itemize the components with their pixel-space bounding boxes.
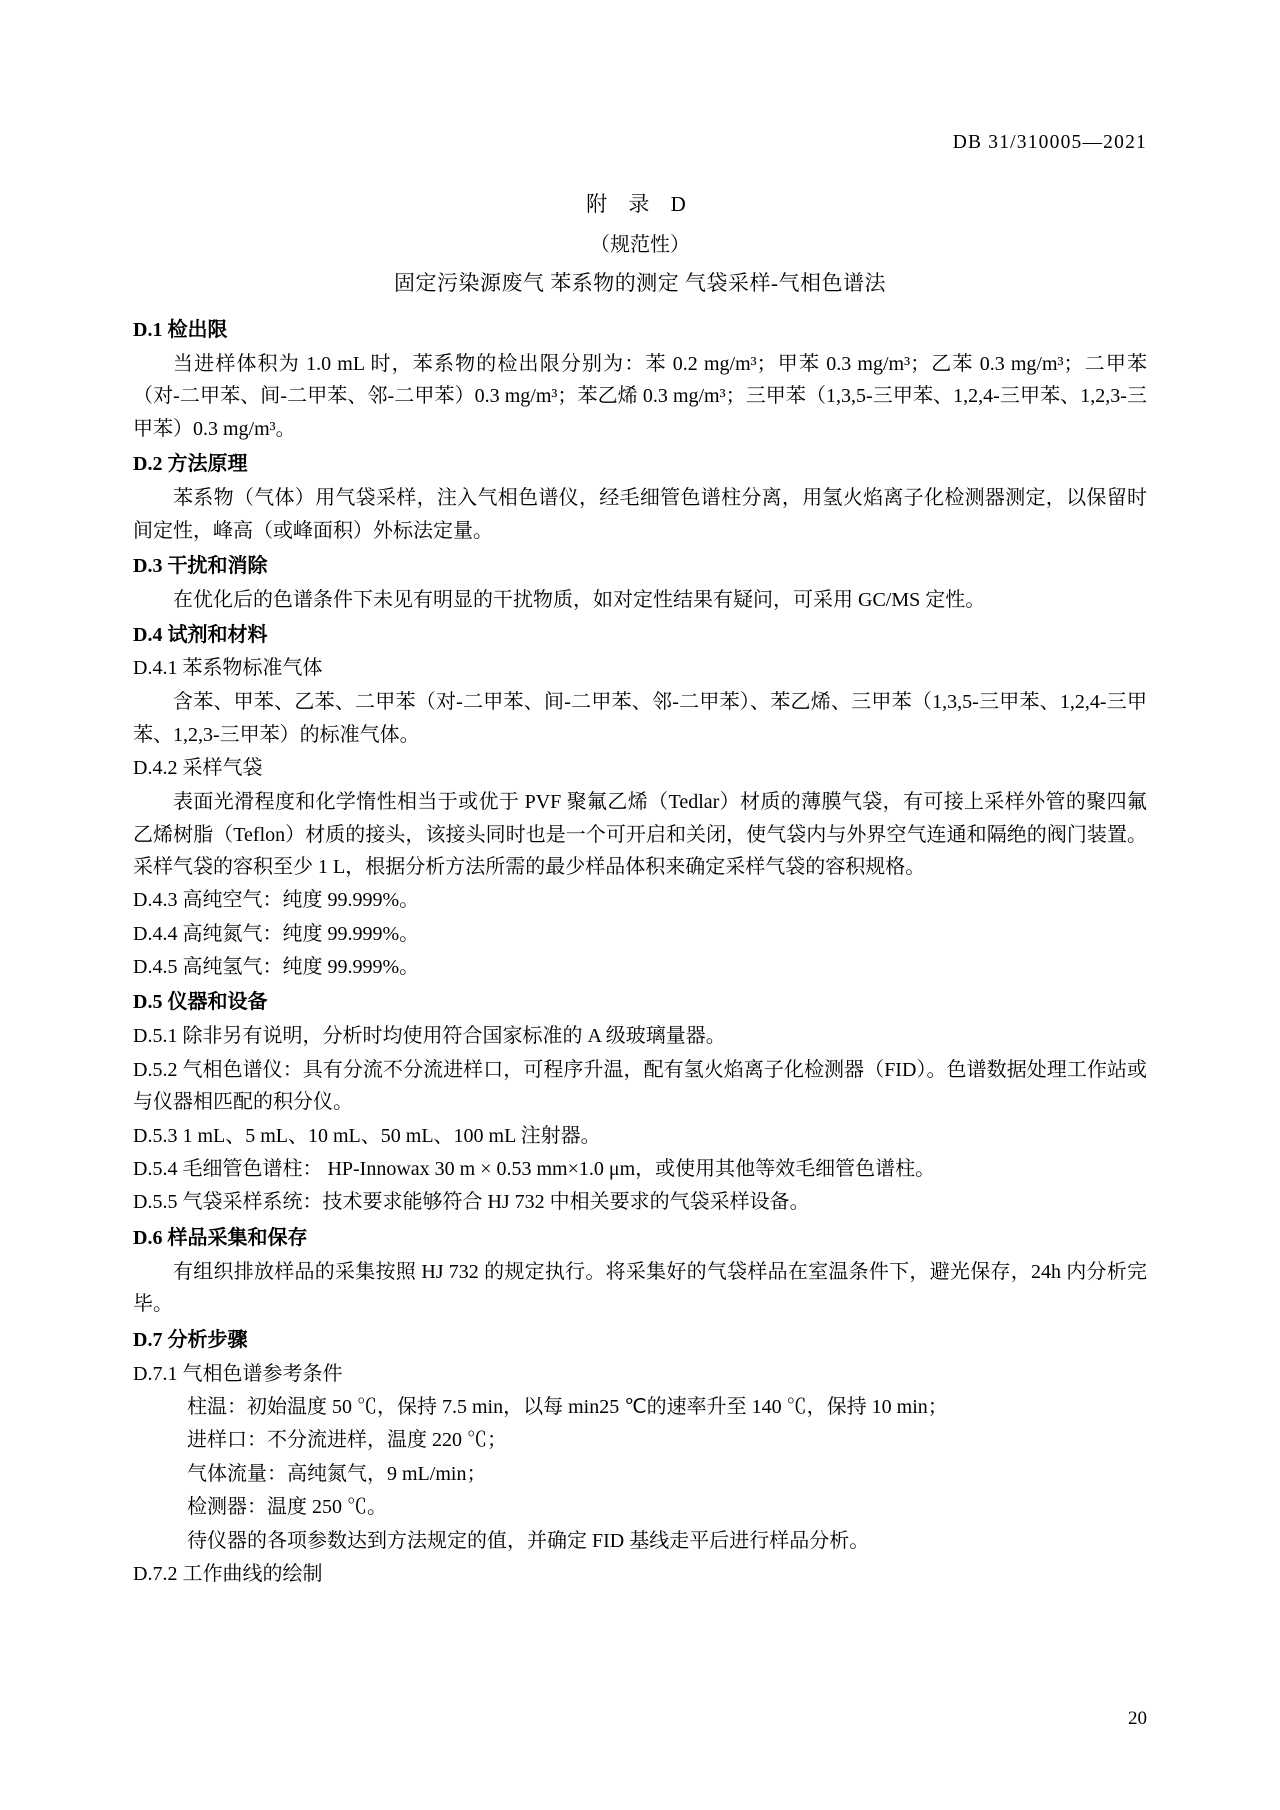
subsection-d45: D.4.5 高纯氢气：纯度 99.999%。 — [133, 956, 420, 979]
section-heading-d2 — [133, 449, 1147, 480]
section-body-d3: 在优化后的色谱条件下未见有明显的干扰物质，如对定性结果有疑问，可采用 GC/MS 定性。 — [173, 588, 986, 611]
section-heading-d1 — [133, 315, 1147, 346]
condition-line-inlet: 进样口：不分流进样，温度 220 ℃； — [187, 1429, 507, 1452]
subsection-body-d42: 表面光滑程度和化学惰性相当于或优于 PVF 聚氟乙烯（Tedlar）材质的薄膜气袋，有可接上采样外管的聚四氟乙烯树脂（Teflon）材质的接头，该接头同时也是一个可开启和关闭，使气袋内与外界空气连通和隔绝的阀门装置。采样气袋的容积至少 1 L，根据分析方法所需的最少样品体积来确定采样气袋的容积规格。 — [133, 791, 1147, 878]
section-number-d4: D.4 — [133, 624, 163, 647]
appendix-label: 附 录 D — [586, 192, 694, 216]
appendix-title-block — [133, 188, 1147, 297]
section-heading-d5 — [133, 987, 1147, 1018]
subsection-d53: D.5.3 1 mL、5 mL、10 mL、50 mL、100 mL 注射器。 — [133, 1124, 601, 1147]
section-title-d5: 仪器和设备 — [167, 991, 268, 1014]
subsection-number-d41: D.4.1 — [133, 657, 178, 680]
appendix-type: （规范性） — [590, 234, 690, 256]
subsection-heading-d42 — [133, 753, 1147, 784]
subsection-d54: D.5.4 毛细管色谱柱： HP-Innowax 30 m × 0.53 mm×1.0 μm，或使用其他等效毛细管色谱柱。 — [133, 1158, 936, 1181]
section-heading-d6 — [133, 1223, 1147, 1254]
condition-line-gas-flow: 气体流量：高纯氮气，9 mL/min； — [187, 1462, 487, 1485]
section-number-d6: D.6 — [133, 1226, 163, 1249]
page-content — [133, 188, 1147, 1591]
section-heading-d7 — [133, 1325, 1147, 1356]
appendix-name: 固定污染源废气 苯系物的测定 气袋采样-气相色谱法 — [394, 271, 886, 295]
subsection-title-d41: 苯系物标准气体 — [182, 657, 323, 680]
section-number-d5: D.5 — [133, 991, 163, 1014]
section-title-d7: 分析步骤 — [167, 1328, 248, 1351]
subsection-d71: D.7.1 气相色谱参考条件 — [133, 1362, 343, 1385]
page-header-standard-id: DB 31/310005—2021 — [952, 132, 1147, 153]
subsection-title-d42: 采样气袋 — [182, 757, 263, 780]
subsection-heading-d41 — [133, 653, 1147, 684]
section-body-d2: 苯系物（气体）用气袋采样，注入气相色谱仪，经毛细管色谱柱分离，用氢火焰离子化检测器测定，以保留时间定性，峰高（或峰面积）外标法定量。 — [133, 487, 1147, 542]
section-title-d6: 样品采集和保存 — [167, 1226, 308, 1249]
section-heading-d3 — [133, 551, 1147, 582]
condition-line-detector: 检测器：温度 250 ℃。 — [187, 1496, 387, 1519]
section-body-d6: 有组织排放样品的采集按照 HJ 732 的规定执行。将采集好的气袋样品在室温条件下，避光保存，24h 内分析完毕。 — [133, 1260, 1147, 1316]
section-number-d2: D.2 — [133, 453, 163, 476]
condition-line-note: 待仪器的各项参数达到方法规定的值，并确定 FID 基线走平后进行样品分析。 — [187, 1529, 870, 1552]
section-title-d1: 检出限 — [167, 319, 228, 341]
section-number-d1: D.1 — [133, 319, 163, 341]
section-title-d4: 试剂和材料 — [167, 624, 268, 647]
subsection-body-d41: 含苯、甲苯、乙苯、二甲苯（对-二甲苯、间-二甲苯、邻-二甲苯）、苯乙烯、三甲苯（1,3,5-三甲苯、1,2,4-三甲苯、1,2,3-三甲苯）的标准气体。 — [133, 691, 1147, 746]
section-title-d2: 方法原理 — [167, 453, 248, 476]
section-number-d7: D.7 — [133, 1328, 163, 1351]
subsection-d43: D.4.3 高纯空气：纯度 99.999%。 — [133, 889, 420, 912]
subsection-d51: D.5.1 除非另有说明，分析时均使用符合国家标准的 A 级玻璃量器。 — [133, 1025, 726, 1048]
page-number: 20 — [1128, 1708, 1147, 1729]
subsection-d52: D.5.2 气相色谱仪：具有分流不分流进样口，可程序升温，配有氢火焰离子化检测器（FID）。色谱数据处理工作站或与仪器相匹配的积分仪。 — [133, 1058, 1147, 1114]
section-title-d3: 干扰和消除 — [167, 554, 268, 577]
section-body-d1: 当进样体积为 1.0 mL 时，苯系物的检出限分别为：苯 0.2 mg/m³；甲苯 0.3 mg/m³；乙苯 0.3 mg/m³；二甲苯（对-二甲苯、间-二甲苯、邻-二甲苯）0.3 mg/m³；苯乙烯 0.3 mg/m³；三甲苯（1,3,5-三甲苯、1,2,4-三甲苯、1,2,3-三甲苯）0.3 mg/m³。 — [133, 353, 1147, 440]
subsection-d55: D.5.5 气袋采样系统：技术要求能够符合 HJ 732 中相关要求的气袋采样设备。 — [133, 1191, 810, 1214]
section-number-d3: D.3 — [133, 554, 163, 577]
subsection-d44: D.4.4 高纯氮气：纯度 99.999%。 — [133, 922, 420, 945]
subsection-d72: D.7.2 工作曲线的绘制 — [133, 1562, 323, 1585]
subsection-number-d42: D.4.2 — [133, 757, 178, 780]
condition-line-column-temp: 柱温：初始温度 50 ℃，保持 7.5 min，以每 min25 ℃的速率升至 140 ℃，保持 10 min； — [187, 1395, 948, 1418]
section-heading-d4 — [133, 620, 1147, 651]
